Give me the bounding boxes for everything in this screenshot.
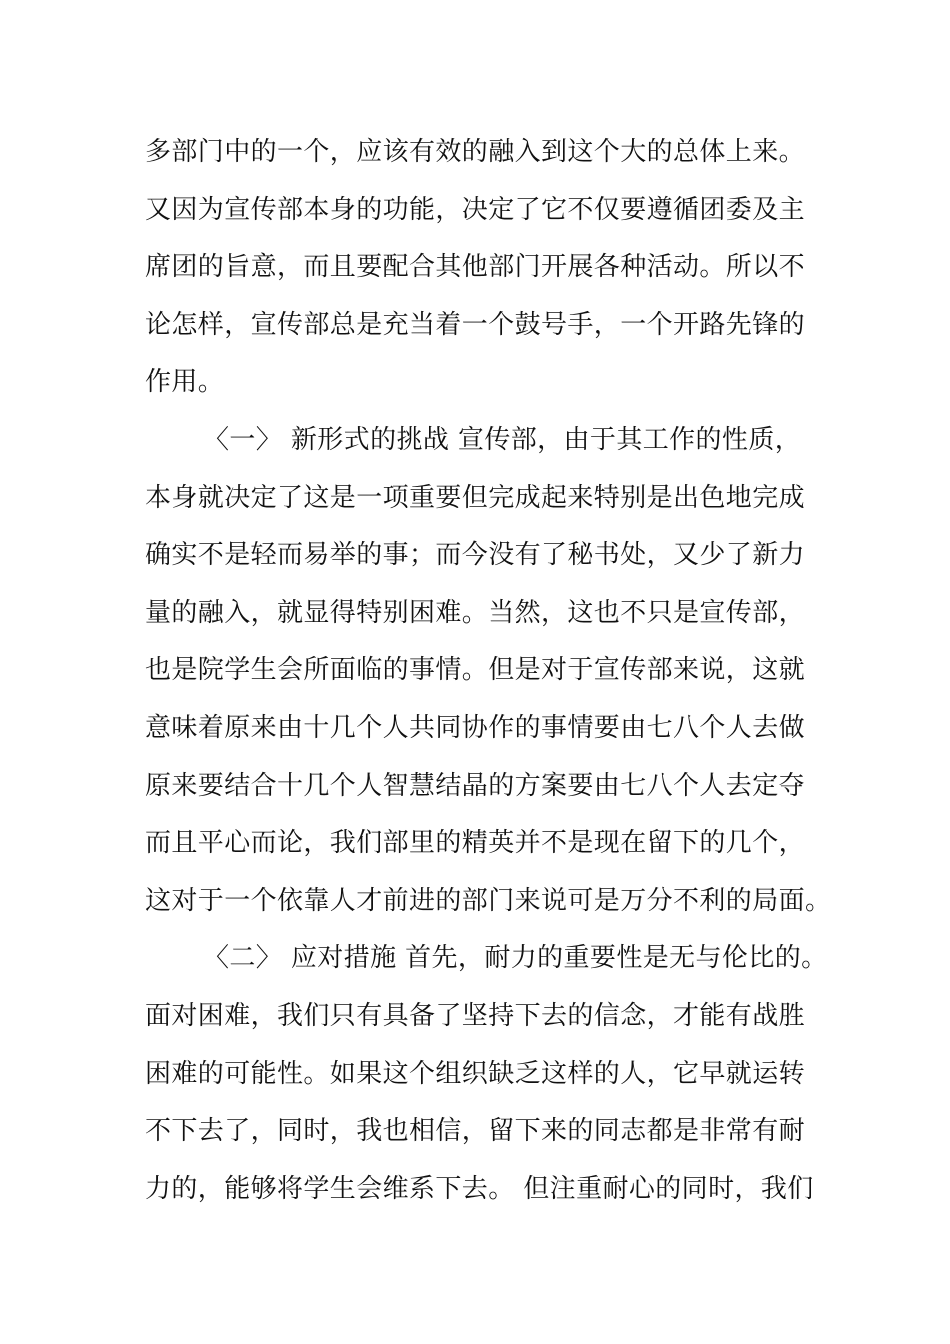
text-line: 而且平心而论，我们部里的精英并不是现在留下的几个，: [145, 828, 806, 859]
text-line: 论怎样，宣传部总是充当着一个鼓号手，一个开路先锋的: [145, 309, 806, 340]
text-line: 意味着原来由十几个人共同协作的事情要由七八个人去做: [145, 712, 806, 743]
text-line: 又因为宣传部本身的功能，决定了它不仅要遵循团委及主: [145, 194, 806, 225]
section-heading-line: 〈一〉 新形式的挑战 宣传部，由于其工作的性质，: [203, 424, 802, 455]
text-line: 多部门中的一个，应该有效的融入到这个大的总体上来。: [145, 137, 806, 167]
text-line: 力的，能够将学生会维系下去。 但注重耐心的同时，我们: [145, 1173, 814, 1204]
text-line: 量的融入，就显得特别困难。当然，这也不只是宣传部，: [145, 597, 806, 628]
text-line: 作用。: [145, 367, 225, 398]
text-line: 面对困难，我们只有具备了坚持下去的信念，才能有战胜: [145, 1000, 806, 1031]
text-line: 席团的旨意，而且要配合其他部门开展各种活动。所以不: [145, 252, 806, 283]
section-heading-line: 〈二〉 应对措施 首先，耐力的重要性是无与伦比的。: [203, 943, 828, 974]
text-line: 原来要结合十几个人智慧结晶的方案要由七八个人去定夺: [145, 770, 806, 801]
text-line: 本身就决定了这是一项重要但完成起来特别是出色地完成: [145, 482, 806, 513]
text-line: 确实不是轻而易举的事；而今没有了秘书处，又少了新力: [145, 540, 806, 571]
body-text: [145, 124, 845, 1218]
text-line: 也是院学生会所面临的事情。但是对于宣传部来说，这就: [145, 655, 806, 686]
text-line: 困难的可能性。如果这个组织缺乏这样的人，它早就运转: [145, 1058, 806, 1089]
text-line: 不下去了，同时，我也相信，留下来的同志都是非常有耐: [145, 1116, 806, 1147]
text-line: 这对于一个依靠人才前进的部门来说可是万分不利的局面。: [145, 885, 832, 916]
